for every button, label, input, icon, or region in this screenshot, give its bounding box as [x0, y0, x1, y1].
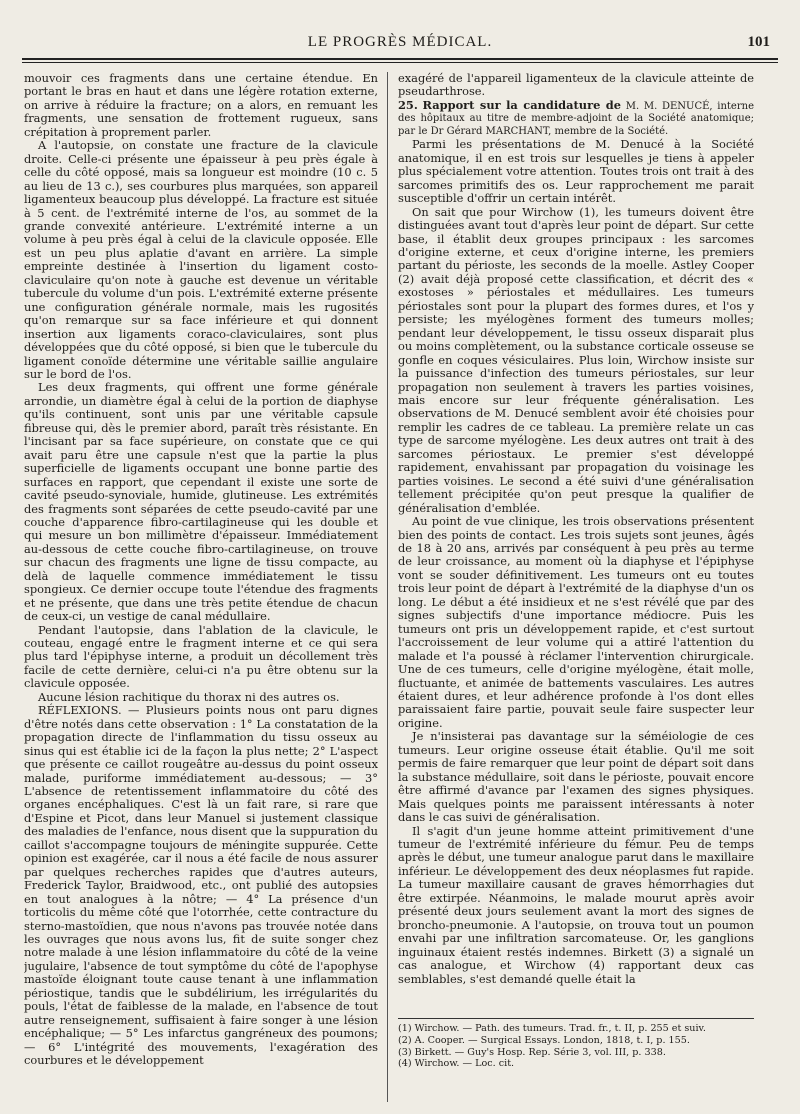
paragraph: A l'autopsie, on constate une fracture de la clavicule droite. Celle-ci présente une épaisseur à peu près égale à celle du côté opposé, mais sa longueur est moindre (10 c. 5 au lieu de 13 c.), ses courbures plus marquées, son appareil ligamenteux beaucoup plus développé. La fracture est située à 5 cent. de l'extrémité interne de l'os, au sommet de la grande convexité antérieure. L'extrémité interne a un volume à peu près égal à celui de la clavicule opposée. Elle est un peu plus aplatie d'avant en arrière. La simple empreinte destinée à l'insertion du ligament costo-claviculaire qu'on note à gauche est devenue un véritable tubercule du volume d'un pois. L'extrémité externe présente une configuration générale normale, mais les rugosités qu'on remarque sur sa face inférieure et qui donnent insertion aux ligaments coraco-claviculaires, sont plus développées que du côté opposé, si bien que le tubercule du ligament conoïde détermine une véritable saillie angulaire sur le bord de l'os.: [24, 138, 378, 381]
page-number: 101: [747, 34, 770, 50]
header-rule-thin: [22, 62, 778, 63]
paragraph: Parmi les présentations de M. Denucé à la Société anatomique, il en est trois sur lesquelles je tiens à appeler plus spécialement votre attention. Toutes trois ont trait à des sarcomes primitifs des os. Leur rapprochement me parait susceptible d'offrir un certain intérêt.: [398, 137, 754, 206]
footnote: (3) Birkett. — Guy's Hosp. Rep. Série 3, vol. III, p. 338.: [398, 1046, 666, 1058]
running-header: [22, 34, 778, 56]
right-column: [398, 72, 754, 1102]
paragraph: On sait que pour Wirchow (1), les tumeurs doivent être distinguées avant tout d'après leur point de départ. Sur cette base, il établit deux groupes principaux : les sarcomes d'origine externe, et ceux d'origine interne, les premiers partant du périoste, les seconds de la moelle. Astley Cooper (2) avait déjà proposé cette classification, et décrit des « exostoses » périostales et médullaires. Les tumeurs périostales sont pour la plupart des formes dures, et l'os y persiste; les myélogènes forment des tumeurs molles; pendant leur développement, le tissu osseux disparait plus ou moins complètement, ou la substance corticale osseuse se gonfle en coques vésiculaires. Plus loin, Wirchow insiste sur la puissance d'infection des tumeurs périostales, sur leur propagation non seulement à travers les parties voisines, mais encore sur leur fréquente généralisation. Les observations de M. Denucé semblent avoir été choisies pour remplir les cadres de ce tableau. La première relate un cas type de sarcome myélogène. Les deux autres ont trait à des sarcomes périostaux. Le premier s'est développé rapidement, envahissant par propagation du voisinage les parties voisines. Le second a été suivi d'une généralisation tellement précipitée qu'on peut presque la qualifier de généralisation d'emblée.: [398, 204, 754, 515]
footnotes: [398, 1018, 754, 1070]
paragraph: Il s'agit d'un jeune homme atteint primitivement d'une tumeur de l'extrémité inférieure du fémur. Peu de temps après le début, une tumeur analogue parut dans le maxillaire inférieur. Le développement des deux néoplasmes fut rapide. La tumeur maxillaire causant de graves hémorrhagies dut être extirpée. Néanmoins, le malade mourut après avoir présenté deux jours seulement avant la mort des signes de broncho-pneumonie. A l'autopsie, on trouva tout un poumon envahi par une infiltration sarcomateuse. Or, les ganglions inguinaux étaient restés indemnes. Birkett (3) a signalé un cas analogue, et Wirchow (4) rapportant deux cas semblables, s'est demandé quelle était la: [398, 823, 754, 986]
journal-title: LE PROGRÈS MÉDICAL.: [307, 34, 493, 50]
paragraph: Je n'insisterai pas davantage sur la séméiologie de ces tumeurs. Leur origine osseuse était établie. Qu'il me soit permis de faire remarquer que leur point de départ soit dans la substance médullaire, soit dans le périoste, pouvait encore être affirmé d'avance par l'examen des signes physiques. Mais quelques points me paraissent intéressants à noter dans le cas suivi de généralisation.: [398, 729, 754, 825]
footnote: (4) Wirchow. — Loc. cit.: [398, 1058, 515, 1070]
footnote: (2) A. Cooper. — Surgical Essays. London, 1818, t. I, p. 155.: [398, 1034, 690, 1046]
section-title: Rapport sur la candidature de: [422, 97, 622, 112]
section-subtitle: M. M. DENUCÉ, interne des hôpitaux au titre de membre-adjoint de la Société anatomique; par le Dr Gérard MARCHANT, membre de la Société.: [398, 100, 754, 137]
header-rule: [22, 58, 778, 60]
paragraph-reflexions: RÉFLEXIONS. — Plusieurs points nous ont paru dignes d'être notés dans cette observation : 1° La constatation de la propagation directe de l'inflammation du tissu osseux au sinus qui est établie ici de la façon la plus nette; 2° L'aspect que présente ce caillot rougeâtre au-dessus du point osseux malade, puriforme immédiatement au-dessous; — 3° L'absence de retentissement inflammatoire du côté des organes encéphaliques. C'est là un fait rare, si rare que d'Espine et Picot, dans leur Manuel si justement classique des maladies de l'enfance, nous disent que la suppuration du caillot s'accompagne toujours de méningite suppurée. Cette opinion est exagérée, car il nous a été facile de nous assurer par quelques recherches rapides que d'autres auteurs, Frederick Taylor, Braidwood, etc., ont publié des autopsies en tout analogues à la nôtre; — 4° La présence d'un torticolis du même côté que l'otorrhée, cette contracture du sterno-mastoïdien, que nous n'avons pas trouvée notée dans les ouvrages que nous avons lus, fit de suite songer chez notre malade à une lésion inflammatoire du côté de la veine jugulaire, l'absence de tout symptôme du côté de l'apophyse mastoïde éloignant toute cause tenant à une inflammation périostique, tandis que le subdélirium, les irrégularités du pouls, l'état de faiblesse de la malade, en l'absence de tout autre renseignement, suffisaient à faire songer à une lésion encéphalique; — 5° Les infarctus gangréneux des poumons; — 6° L'intégrité des mouvements, l'exagération des courbures et le développement: [24, 703, 378, 1068]
column-divider: [387, 72, 388, 1102]
section-heading: [398, 99, 754, 139]
left-column: [24, 72, 378, 1102]
section-number: 25.: [398, 97, 418, 112]
paragraph: Pendant l'autopsie, dans l'ablation de la clavicule, le couteau, engagé entre le fragment interne et ce qui sera plus tard l'épiphyse interne, a produit un décollement très facile de cette dernière, celui-ci n'a pu être obtenu sur la clavicule opposée.: [24, 622, 378, 691]
paragraph: Les deux fragments, qui offrent une forme générale arrondie, un diamètre égal à celui de la portion de diaphyse qu'ils continuent, sont unis par une véritable capsule fibreuse qui, dès le premier abord, paraît très résistante. En l'incisant par sa face supérieure, on constate que ce qui avait paru être une capsule n'est que la partie la plus superficielle de ligaments occupant une bonne partie des surfaces en rapport, que cependant il existe une sorte de cavité pseudo-synoviale, humide, glutineuse. Les extrémités des fragments sont séparées de cette pseudo-cavité par une couche d'apparence fibro-cartilagineuse qui les double et qui mesure un bon millimètre d'épaisseur. Immédiatement au-dessous de cette couche fibro-cartilagineuse, on trouve sur chacun des fragments une ligne de tissu compacte, au delà de laquelle commence immédiatement le tissu spongieux. Ce dernier occupe toute l'étendue des fragments et ne présente, que dans une très petite étendue de chacun de ceux-ci, un vestige de canal médullaire.: [24, 380, 378, 624]
paragraph: exagéré de l'appareil ligamenteux de la clavicule atteinte de pseudarthrose.: [398, 72, 754, 99]
paragraph: Aucune lésion rachitique du thorax ni des autres os.: [38, 689, 340, 704]
paragraph: Au point de vue clinique, les trois observations présentent bien des points de contact. Les trois sujets sont jeunes, âgés de 18 à 20 ans, arrivés par conséquent à peu près au terme de leur croissance, au moment où la diaphyse et l'épiphyse vont se souder définitivement. Les tumeurs ont eu toutes trois leur point de départ à l'extrémité de la diaphyse d'un os long. Le début a été insidieux et ne s'est révélé que par des signes subjectifs d'une importance médiocre. Puis les tumeurs ont pris un développement rapide, et c'est surtout l'accroissement de leur volume qui a attiré l'attention du malade et l'a poussé à réclamer l'intervention chirurgicale. Une de ces tumeurs, celle d'origine myélogène, était molle, fluctuante, et animée de battements vasculaires. Les autres étaient dures, et leur adhérence profonde à l'os dont elles paraissaient faire partie, pouvait seule faire suspecter leur origine.: [398, 514, 754, 730]
paragraph: mouvoir ces fragments dans une certaine étendue. En portant le bras en haut et dans une légère rotation externe, on arrive à réduire la fracture; on a alors, en remuant les fragments, une sensation de frottement rugueux, sans crépitation à proprement parler.: [24, 72, 378, 139]
footnote: (1) Wirchow. — Path. des tumeurs. Trad. fr., t. II, p. 255 et suiv.: [398, 1023, 706, 1034]
